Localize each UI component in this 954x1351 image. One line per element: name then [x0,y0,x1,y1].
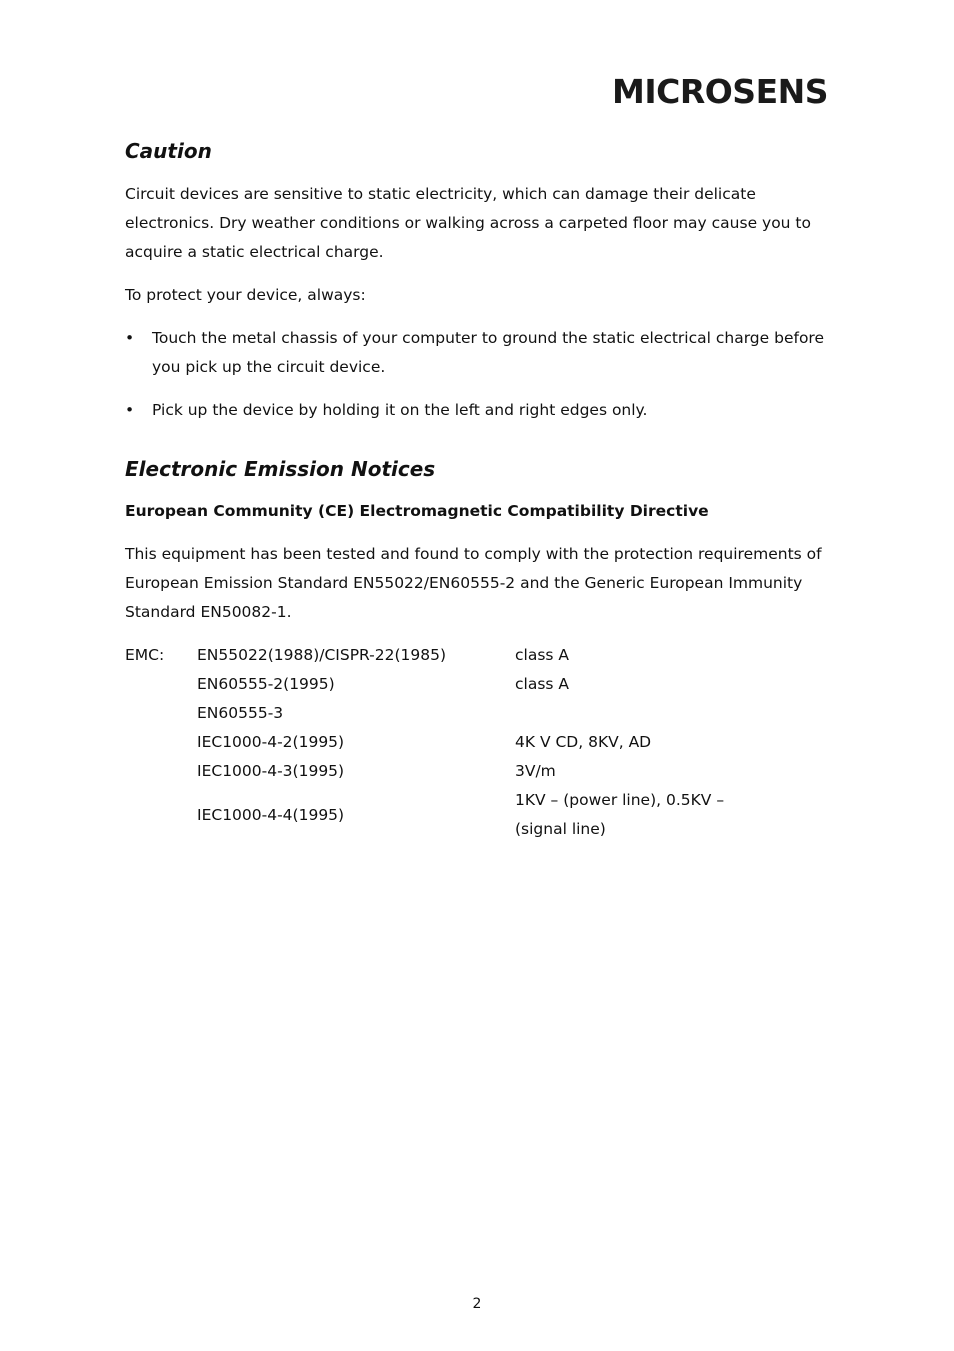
protect-intro: To protect your device, always: [125,286,366,304]
emc-value [515,699,830,728]
emc-label-spacer [125,670,197,699]
page-number: 2 [472,1296,482,1312]
caution-paragraph: Circuit devices are sensitive to static electricity, which can damage their delicate electronics. Dry weather conditions or walking across a carpeted floor may cause you to acquire a static electrical charge. [125,185,811,261]
emc-label: EMC: [125,646,165,664]
bullet-icon: • [125,401,135,419]
emc-value: 4K V CD, 8KV, AD [515,733,652,751]
caution-bullet-list [125,324,830,425]
emc-label-spacer [125,786,197,844]
emission-paragraph: This equipment has been tested and found to comply with the protection requirements of European Emission Standard EN55022/EN60555-2 and the Generic European Immunity Standard EN50082-1. [125,545,822,621]
document-body [125,136,830,844]
emc-label-spacer [125,728,197,757]
emc-standard [197,786,515,844]
emc-standard: IEC1000-4-3(1995) [197,762,345,780]
emc-label-spacer [125,699,197,728]
microsens-logo: MICROSENS [612,72,828,111]
emc-standard-text: IEC1000-4-4(1995) [197,805,345,824]
emc-standard: EN55022(1988)/CISPR-22(1985) [197,646,447,664]
emission-heading: Electronic Emission Notices [125,457,436,481]
emc-standard: IEC1000-4-2(1995) [197,733,345,751]
list-item [125,324,830,382]
emc-standard: EN60555-3 [197,704,284,722]
emc-label-spacer [125,757,197,786]
emc-value: 1KV – (power line), 0.5KV – (signal line) [515,791,725,838]
caution-heading: Caution [125,139,212,163]
bullet-text: Pick up the device by holding it on the left and right edges only. [152,401,648,419]
ce-directive-heading: European Community (CE) Electromagnetic Compatibility Directive [125,502,709,520]
emc-value: class A [515,675,570,693]
emc-standard: EN60555-2(1995) [197,675,335,693]
emc-table [125,641,830,844]
bullet-text: Touch the metal chassis of your computer to ground the static electrical charge before you pick up the circuit device. [152,329,824,376]
list-item [125,396,830,425]
bullet-icon: • [125,329,135,347]
emc-value: 3V/m [515,762,556,780]
emc-value: class A [515,646,570,664]
